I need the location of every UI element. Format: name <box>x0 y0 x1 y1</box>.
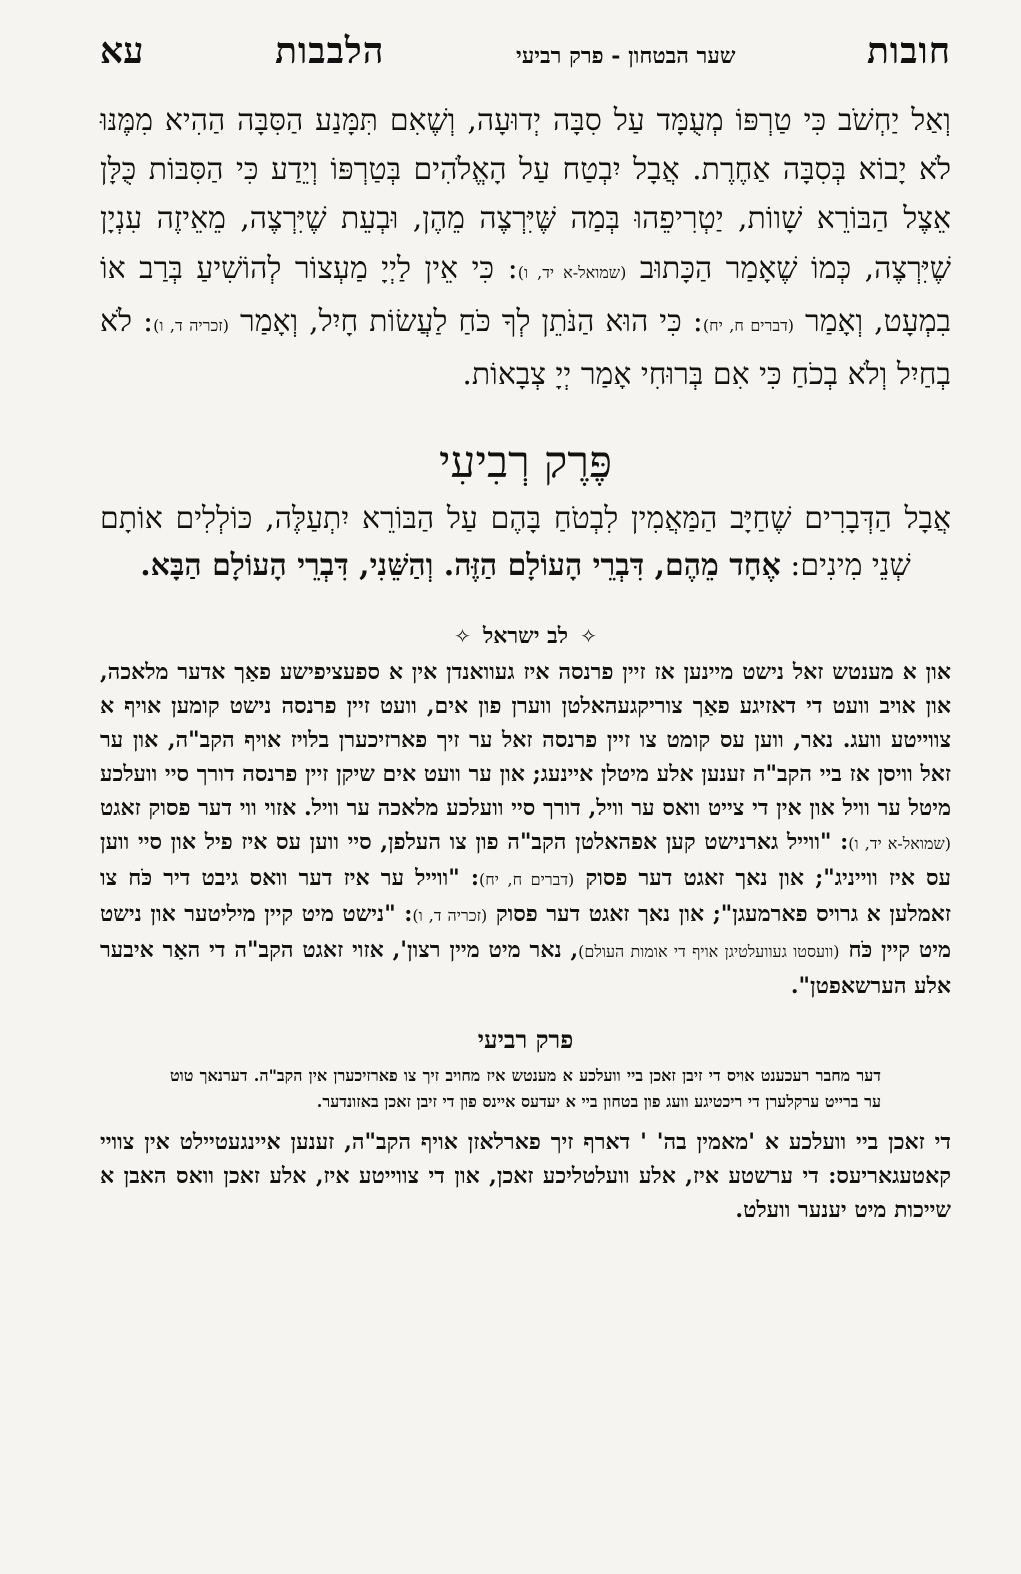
yiddish-text-part-1: און א מענטש זאל נישט מיינען אז זיין פרנסה איז געוואנדן אין א ספעציפישע פאַך אדער מלאכה, און אויב וועט די דאזיגע פאַך צוריקגעהאלטן ווערן פון אים, וועט זיין פרנסה נישט קומען אויף א צווייטע וועג. נאר, ווען עס קומט צו זיין פרנסה זאל ער זיך פארזיכערן בלויז אויף הקב"ה, און ער זאל וויסן אז ביי הקב"ה זענען אלע מיטלן איינעג; און ער וועט אים שיקן זיין פרנסה דורך סיי וועלכע מיטל ער וויל און אין די צייט וואס ער וויל, דורך סיי וועלכע מלאכה ער וויל. אזוי ווי דער פסוק זאגט <box>100 659 951 822</box>
lev-yisrael-title: לב ישראל <box>482 623 569 650</box>
main-text-part-3: : כִּי הוּא הַנֹּתֵן לְךָ כֹּחַ לַעֲשׂוֹת חָיִל, וְאָמַר <box>239 303 703 339</box>
summary-paragraph: דער מחבר רעכענט אויס די זיבן זאכן ביי וועלכע א מענטש איז מחויב זיך צו פארזיכערן אין הקב"ה. דערנאך טוט ער ברייט ערקלערן די ריכטיגע וועג פון בטחון ביי א יעדעס איינס פון די זיבן זאכן באזונדער. <box>170 1066 881 1112</box>
page-number: עא <box>100 30 144 72</box>
yiddish-text-part-4: : "נישט מיט קיין מיליטער און נישט מיט קיין כֹּח <box>100 901 952 964</box>
chapter-text-part-2: אֶחָד מֵהֶם, דִּבְרֵי הָעוֹלָם הַזֶּה. וְהַשֵּׁנִי, דִּבְרֵי הָעוֹלָם הַבָּא. <box>140 548 781 584</box>
main-text-part-4: : לֹא בְחַיִל וְלֹא בְכֹחַ כִּי אִם בְּרוּחִי אָמַר יְיָ צְבָאוֹת. <box>100 303 951 393</box>
ornament-icon: ✧ <box>454 624 471 649</box>
yiddish-text-part-3: : "ווייל ער איז דער וואס גיבט דיר כֹּח צו זאמלען א גרויס פארמעגן"; און נאך זאגט דער פסוק <box>100 865 951 928</box>
citation-devarim: (דברים ח, יח) <box>702 315 795 335</box>
lev-yisrael-heading <box>100 623 951 649</box>
running-header <box>100 30 951 90</box>
main-text-part-2: : כִּי אֵין לַיְיָ מַעְצוֹר לְהוֹשִׁיעַ בְּרַב אוֹ בִמְעָט, וְאָמַר <box>100 250 951 339</box>
chapter-paragraph <box>100 495 951 589</box>
yiddish-parenthetical: (וועסטו געוועלטיגן אויף די אומות העולם) <box>578 942 840 962</box>
citation-zechariah: (זכריה ד, ו) <box>153 315 229 335</box>
ornament-icon: ✧ <box>580 624 597 649</box>
main-paragraph <box>100 96 951 399</box>
yiddish-citation-samuel: (שמואל-א יד, ו) <box>848 834 951 854</box>
yiddish-citation-zechariah: (זכריה ד, ו) <box>412 906 488 926</box>
closing-paragraph: די זאכן ביי וועלכע א 'מאמין בה' ' דארף זיך פארלאזן אויף הקב"ה, זענען איינגעטיילט אין צוויי קאטעגאריעס: די ערשטע איז, אלע וועלטליכע זאכן, און די צווייטע איז, אלע זאכן וואס האבן א שייכות מיט יענער וועלט. <box>100 1129 951 1224</box>
chapter-title: פֶּרֶק רְבִיעִי <box>439 437 612 489</box>
header-subtitle: שער הבטחון - פרק רביעי <box>516 43 736 69</box>
header-title-right: חובות <box>866 30 951 72</box>
chapter-text-part-1: אֲבָל הַדְּבָרִים שֶׁחַיָּב הַמַּאֲמִין לִבְטֹחַ בָּהֶם עַל הַבּוֹרֵא יִתְעַלֶּה, כּוֹלְלִים אוֹתָם שְׁנֵי מִינִים: <box>100 501 951 584</box>
yiddish-text-part-5: , נאר מיט מיין רצון', אזוי זאגט הקב"ה די האַר איבער אלע הערשאפטן". <box>100 937 951 1000</box>
yiddish-text-part-2: : "ווייל גארנישט קען אפהאלטן הקב"ה פון צו העלפן, סיי ווען עס איז פיל און סיי ווען עס איז ווייניג"; און נאך זאגט דער פסוק <box>100 829 951 892</box>
summary-title: פרק רביעי <box>477 1025 574 1055</box>
main-text-part-1: וְאַל יַחְשֹׁב כִּי טַרְפּוֹ מְעֻמָּד עַל סִבָּה יְדוּעָה, וְשֶׁאִם תִּמָּנַע הַסִּבָּה הַהִיא מִמֶּנּוּ לֹא יָבוֹא בְּסִבָּה אַחֶרֶת. אֲבָל יִבְטַח עַל הָאֱלֹהִים בְּטַרְפּוֹ וְיֵדַע כִּי הַסִּבּוֹת כֻּלָּן אֵצֶל הַבּוֹרֵא שָׁווֹת, יַטְרִיפֵהוּ בְּמַה שֶּׁיִּרְצֶה מֵהֶן, וּבְעֵת שֶׁיִּרְצֶה, מֵאֵיזֶה עִנְיָן שֶׁיִּרְצֶה, כְּמוֹ שֶׁאָמַר הַכָּתוּב <box>100 103 951 286</box>
yiddish-citation-devarim: (דברים ח, יח) <box>479 870 575 890</box>
citation-samuel: (שמואל-א יד, ו) <box>517 262 627 282</box>
header-title-left: הלבבות <box>275 30 385 72</box>
yiddish-commentary <box>100 655 951 1003</box>
